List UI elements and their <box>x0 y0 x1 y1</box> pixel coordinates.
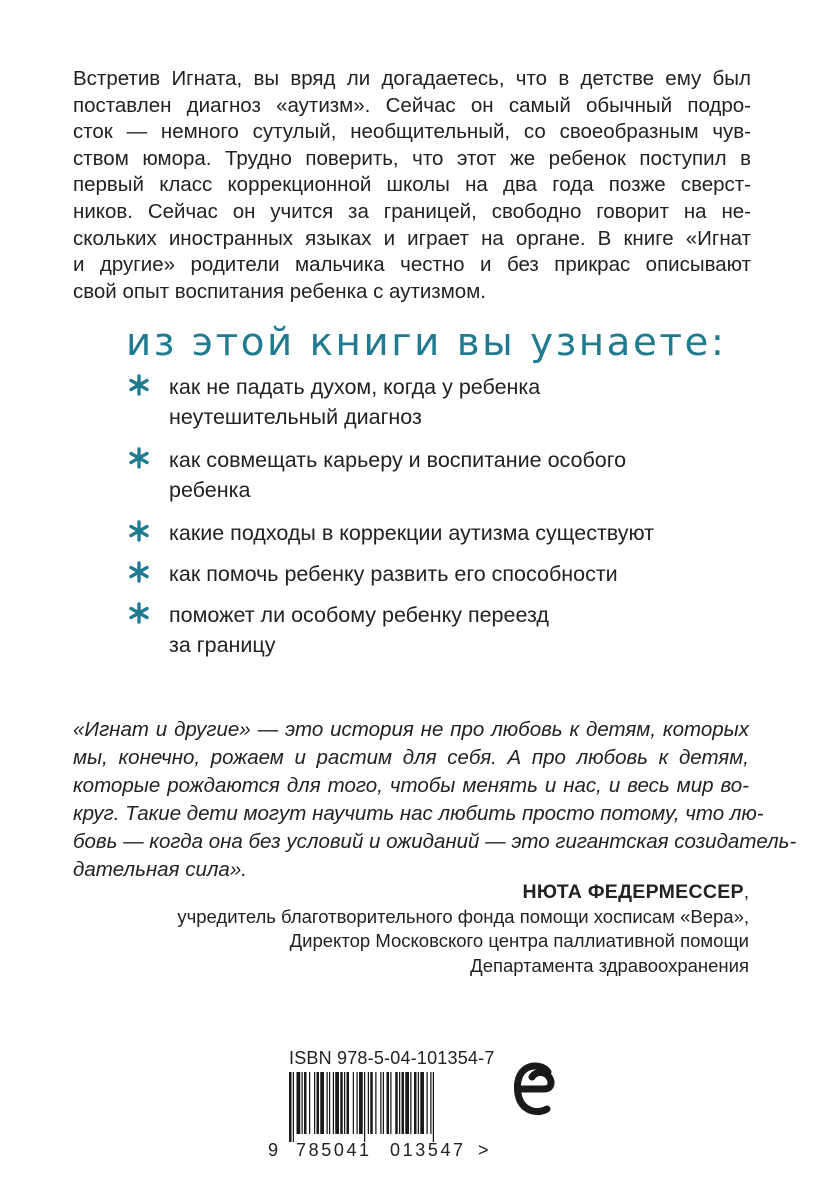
quote-author <box>177 880 749 978</box>
quote-line: бовь — когда она без условий и ожиданий — это гигантская созидатель- <box>73 830 797 853</box>
bullet-line: как не падать духом, когда у ребенка <box>169 375 541 399</box>
quote-line: мы, конечно, рожаем и растим для себя. А про любовь к детям, <box>73 746 749 769</box>
asterisk-icon <box>128 601 150 625</box>
bullet-item <box>128 518 748 548</box>
quote-line: круг. Такие дети могут научить нас любить просто потому, что лю- <box>73 802 764 825</box>
asterisk-icon <box>128 446 150 470</box>
section-heading: из этой книги вы узнаете: <box>126 320 727 364</box>
barcode-digit-group: > <box>478 1140 489 1160</box>
author-name: НЮТА ФЕДЕРМЕССЕР <box>522 881 744 903</box>
bullet-line: какие подходы в коррекции аутизма существуют <box>169 521 654 545</box>
asterisk-icon <box>128 519 150 543</box>
annotation-line: ством юмора. Трудно поверить, что этот же ребенок поступил в <box>73 146 751 170</box>
author-title: учредитель благотворительного фонда помощи хосписам «Вера», <box>177 905 749 927</box>
bullet-item <box>128 372 748 432</box>
annotation-line: свой опыт воспитания ребенка с аутизмом. <box>73 279 486 303</box>
bullet-line: как совмещать карьеру и воспитание особого <box>169 448 627 472</box>
bullet-line: за границу <box>169 633 276 657</box>
annotation-line: ников. Сейчас он учится за границей, свободно говорит на не- <box>73 199 751 223</box>
barcode-icon <box>287 1072 483 1142</box>
annotation-line: Встретив Игната, вы вряд ли догадаетесь, что в детстве ему был <box>73 67 751 90</box>
annotation-line: сток — немного сутулый, необщительный, со своеобразным чув- <box>73 120 751 144</box>
quote-line: которые рождаются для того, чтобы менять и нас, и весь мир во- <box>73 774 749 797</box>
annotation-line: первый класс коррекционной школы на два года позже сверст- <box>73 173 751 197</box>
bullet-item <box>128 559 748 589</box>
quote-text <box>73 716 797 884</box>
annotation-text <box>73 66 751 305</box>
author-comma: , <box>743 881 749 902</box>
author-title: Департамента здравоохранения <box>470 954 749 976</box>
asterisk-icon <box>128 560 150 584</box>
annotation-line: скольких иностранных языках и играет на органе. В книге «Игнат <box>73 226 751 250</box>
bullet-list <box>128 372 748 660</box>
eksmo-logo-icon <box>514 1060 556 1118</box>
barcode-digit-group: 785041 <box>296 1140 372 1160</box>
barcode-digit-group: 013547 <box>390 1140 466 1160</box>
bullet-line: неутешительный диагноз <box>169 405 422 429</box>
quote-line: дательная сила». <box>73 858 247 881</box>
bullet-line: ребенка <box>169 478 251 502</box>
isbn-label: ISBN 978-5-04-101354-7 <box>289 1048 495 1068</box>
bullet-item <box>128 445 748 505</box>
asterisk-icon <box>128 373 150 397</box>
author-title: Директор Московского центра паллиативной помощи <box>289 930 749 951</box>
bullet-line: поможет ли особому ребенку переезд <box>169 603 549 627</box>
annotation-line: и другие» родители мальчика честно и без прикрас описывают <box>73 253 751 277</box>
quote-line: «Игнат и другие» — это история не про любовь к детям, которых <box>73 718 749 741</box>
barcode-digit-group: 9 <box>268 1140 279 1160</box>
annotation-line: поставлен диагноз «аутизм». Сейчас он самый обычный подро- <box>73 93 751 117</box>
bullet-item <box>128 600 748 660</box>
bullet-line: как помочь ребенку развить его способности <box>169 562 618 586</box>
